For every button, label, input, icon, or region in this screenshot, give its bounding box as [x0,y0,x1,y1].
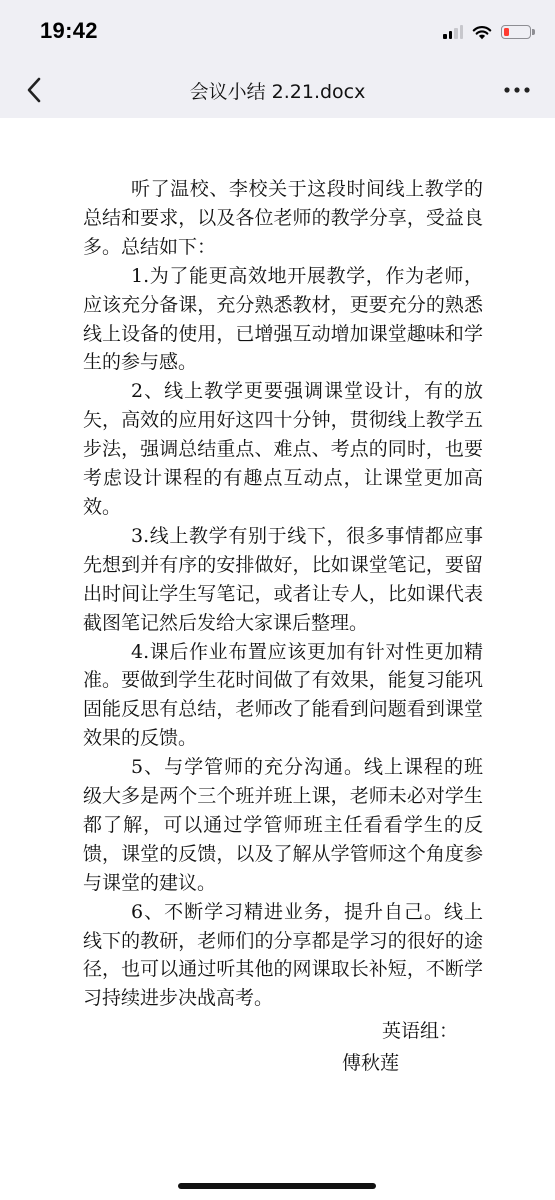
status-bar [0,0,555,62]
paragraph-intro: 听了温校、李校关于这段时间线上教学的总结和要求，以及各位老师的教学分享，受益良多。总结如下： [83,178,483,258]
signature-name: 傅秋莲 [342,1052,400,1074]
document-title: 会议小结 2.21.docx [189,81,366,103]
home-indicator[interactable] [178,1183,376,1189]
document-content [83,175,483,1013]
status-icons [443,20,531,44]
paragraph-point-2: 2、线上教学更要强调课堂设计，有的放矢，高效的应用好这四十分钟，贯彻线上教学五步法，强调总结重点、难点、考点的同时，也要考虑设计课程的有趣点互动点，让课堂更加高效。 [83,380,483,518]
paragraph-point-6: 6、不断学习精进业务，提升自己。线上线下的教研，老师们的分享都是学习的很好的途径，也可以通过听其他的网课取长补短，不断学习持续进步决战高考。 [83,900,483,1010]
paragraph-point-1: 1.为了能更高效地开展教学，作为老师，应该充分备课，充分熟悉教材，更要充分的熟悉线上设备的使用，已增强互动增加课堂趣味和学生的参与感。 [83,264,483,374]
signature-group: 英语组： [382,1020,459,1042]
battery-low-icon [501,25,531,39]
more-button[interactable] [497,74,537,106]
paragraph-point-5: 5、与学管师的充分沟通。线上课程的班级大多是两个三个班并班上课，老师未必对学生都了解，可以通过学管师班主任看看学生的反馈，课堂的反馈，以及了解从学管师这个角度参与课堂的建议。 [83,756,483,894]
cellular-signal-icon [443,25,463,39]
document-viewer[interactable] [0,118,555,1200]
paragraph-point-3: 3.线上教学有别于线下，很多事情都应事先想到并有序的安排做好，比如课堂笔记，要留出时间让学生写笔记，或者让专人，比如课代表截图笔记然后发给大家课后整理。 [83,524,483,634]
more-horizontal-icon [504,87,530,93]
nav-bar [0,62,555,118]
wifi-icon [472,25,492,40]
status-time: 19:42 [40,18,98,43]
paragraph-point-4: 4.课后作业布置应该更加有针对性更加精准。要做到学生花时间做了有效果，能复习能巩固能反思有总结，老师改了能看到问题看到课堂效果的反馈。 [83,640,483,750]
